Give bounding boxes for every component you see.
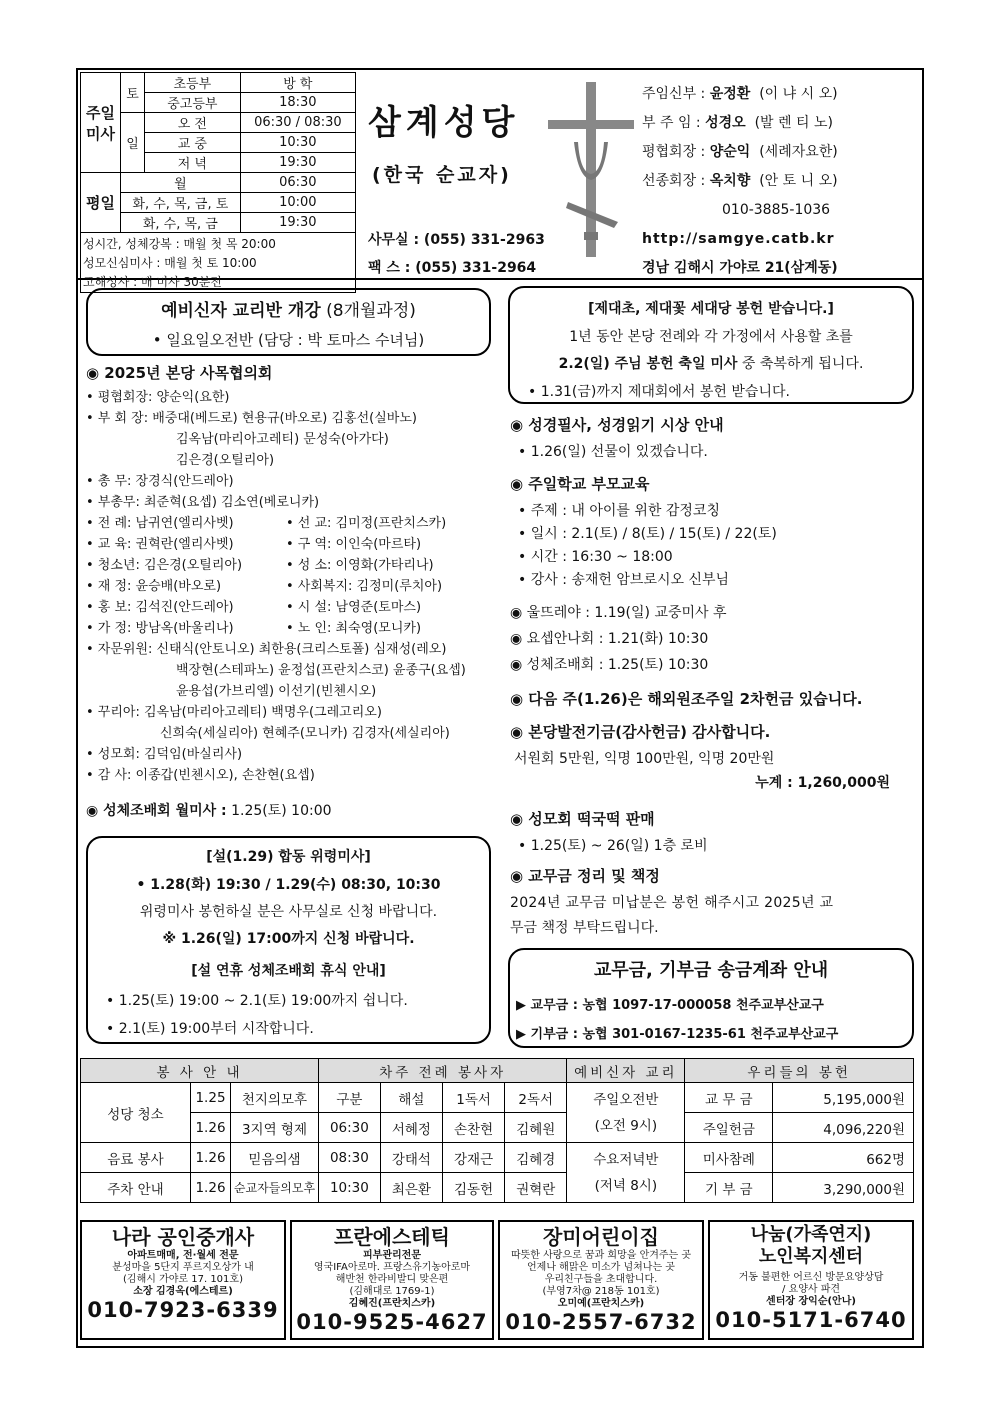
- ad-daycare: 장미어린이집 따뜻한 사랑으로 꿈과 희망을 안겨주는 곳 언제나 해맑은 미소가 넘쳐나는 곳 우리친구들을 초대합니다. (부영7차@ 218동 101호) 오미예(프란치스카) 010-2557-6732: [498, 1220, 704, 1340]
- collection-notice: ◉ 다음 주(1.26)은 해외원조주일 2차헌금 있습니다.: [510, 690, 863, 708]
- website-link[interactable]: http://samgye.catb.kr: [642, 231, 835, 247]
- catechumen-line: • 일요일오전반 (담당 : 박 토마스 수녀님): [152, 331, 425, 349]
- council-pair: • 홍 보: 김석진(안드레아) • 시 설: 남영준(토마스): [86, 600, 422, 615]
- td: 믿음의샘: [231, 1143, 319, 1173]
- cross-icon: [548, 82, 638, 262]
- edu-line: • 주제 : 내 아이를 위한 감정코칭: [518, 503, 720, 519]
- council-line: 김옥남(마리아고레티) 문성숙(아가다): [176, 432, 389, 447]
- candles-box: [508, 286, 914, 404]
- eucharist-mass: ◉ 성체조배회 월미사 : 1.25(토) 10:00: [86, 803, 332, 819]
- candles-line: • 1.31(금)까지 제대회에서 봉헌 받습니다.: [528, 384, 790, 400]
- td: 662명: [773, 1143, 914, 1173]
- fund-title: ◉ 본당발전기금(감사헌금) 감사합니다.: [510, 723, 771, 741]
- address: 경남 김해시 가야로 21(삼계동): [642, 260, 838, 276]
- notice: ◉ 울뜨레야 : 1.19(일) 교중미사 후: [510, 605, 727, 621]
- cell: 18:30: [240, 93, 355, 113]
- th: 봉 사 안 내: [81, 1059, 319, 1083]
- office-phone: 사무실 : (055) 331-2963: [368, 232, 545, 248]
- candles-title: [제대초, 제대꽃 세대당 봉헌 받습니다.]: [588, 301, 834, 317]
- td: 08:30: [319, 1143, 381, 1173]
- td: 권혁란: [505, 1173, 567, 1203]
- td: 3,290,000원: [773, 1173, 914, 1203]
- td: 음료 봉사: [81, 1143, 191, 1173]
- sat-label: 토: [121, 73, 145, 113]
- cell: 화, 수, 목, 금: [121, 213, 241, 233]
- bible-line: • 1.26(일) 선물이 있겠습니다.: [518, 444, 708, 460]
- td: 기 부 금: [685, 1173, 773, 1203]
- council-pair: • 전 례: 남귀연(엘리사벳) • 선 교: 김미정(프란치스카): [86, 516, 447, 531]
- fax-phone: 팩 스 : (055) 331-2964: [368, 260, 537, 276]
- phone: 010-3885-1036: [722, 202, 831, 218]
- staff-row: 부 주 임 : 성경오 (발 렌 티 노): [642, 115, 833, 131]
- staff-row: 평협회장 : 양순익 (세례자요한): [642, 144, 838, 160]
- td: 1.26: [191, 1113, 231, 1143]
- td: 강재근: [443, 1143, 505, 1173]
- cell: 교 중: [145, 133, 241, 153]
- cell: 06:30: [240, 173, 355, 193]
- cell: 19:30: [240, 213, 355, 233]
- td: 강태석: [380, 1143, 442, 1173]
- council-line: • 성모회: 김덕임(바실리사): [86, 747, 243, 762]
- candles-line: 1년 동안 본당 전례와 각 가정에서 사용할 초를: [569, 329, 853, 345]
- td: 해설: [380, 1083, 442, 1113]
- account-title: 교무금, 기부금 송금계좌 안내: [593, 960, 829, 981]
- note: 성모신심미사 : 매월 첫 토 10:00: [83, 256, 257, 270]
- td: 손찬현: [443, 1113, 505, 1143]
- mass-notes: [81, 233, 356, 293]
- ad-aesthetic: 프란에스테틱 피부관리전문 영국IFA아로마. 프랑스유기농아로마 해반천 한라비발디 맞은편 (김해대로 1769-1) 김혜진(프란치스카) 010-9525-4627: [290, 1220, 494, 1340]
- td: 수요저녁반 (저녁 8시): [567, 1143, 685, 1203]
- sunday-mass-label: 주일 미사: [81, 73, 121, 173]
- council-line: • 총 무: 장경식(안드레아): [86, 474, 234, 489]
- td: 구분: [319, 1083, 381, 1113]
- notice: ◉ 성체조배회 : 1.25(토) 10:30: [510, 657, 709, 673]
- memorial-line: • 1.28(화) 19:30 / 1.29(수) 08:30, 10:30: [136, 877, 441, 893]
- dues-title: ◉ 교무금 정리 및 책정: [510, 867, 660, 885]
- edu-line: • 일시 : 2.1(토) / 8(토) / 15(토) / 22(토): [518, 526, 777, 542]
- catechumen-title: 예비신자 교리반 개강 (8개월과정): [161, 301, 416, 321]
- weekday-label: 평일: [81, 173, 121, 233]
- td: 김혜경: [505, 1143, 567, 1173]
- cell: 저 녁: [145, 153, 241, 173]
- td: 06:30: [319, 1113, 381, 1143]
- td: 서혜정: [380, 1113, 442, 1143]
- memorial-line: ※ 1.26(일) 17:00까지 신청 바랍니다.: [162, 931, 415, 947]
- td: 김혜원: [505, 1113, 567, 1143]
- ad-realty: 나라 공인중개사 아파트매매, 전·월세 전문 분성마을 5단지 푸르지오상가 내 (김해시 가야로 17. 101호) 소장 김경옥(에스테르) 010-7923-6339: [80, 1220, 286, 1340]
- council-section: [86, 362, 496, 786]
- memorial-box: [86, 836, 491, 1044]
- edu-line: • 시간 : 16:30 ~ 18:00: [518, 549, 673, 565]
- council-line: • 꾸리아: 김옥남(마리아고레티) 백명우(그레고리오): [86, 705, 382, 720]
- staff-list: [642, 80, 838, 283]
- cell: 10:00: [240, 193, 355, 213]
- th: 예비신자 교리: [567, 1059, 685, 1083]
- edu-line: • 강사 : 송재헌 암브로시오 신부님: [518, 572, 730, 588]
- council-pair: • 가 정: 방남옥(바울리나) • 노 인: 최숙영(모니카): [86, 621, 422, 636]
- council-line: 김은경(오틸리아): [176, 453, 275, 468]
- staff-row: 주임신부 : 윤정환 (이 냐 시 오): [642, 86, 838, 102]
- dues-line: 2024년 교무금 미납분은 봉헌 해주시고 2025년 교: [510, 895, 834, 911]
- td: 교 무 금: [685, 1083, 773, 1113]
- td: 김동헌: [443, 1173, 505, 1203]
- council-pair: • 재 정: 윤승배(바오로) • 사회복지: 김정미(루치아): [86, 579, 443, 594]
- council-line: • 자문위원: 신태식(안토니오) 최한용(크리스토폴) 심재성(레오): [86, 642, 447, 657]
- th: 차주 전례 봉사자: [319, 1059, 567, 1083]
- td: 성당 청소: [81, 1083, 191, 1143]
- td: 1.26: [191, 1143, 231, 1173]
- cell: 10:30: [240, 133, 355, 153]
- service-table: [80, 1058, 914, 1203]
- fund-total: 누계 : 1,260,000원: [755, 775, 890, 791]
- td: 1.25: [191, 1083, 231, 1113]
- memorial-title: [설(1.29) 합동 위령미사]: [206, 849, 371, 865]
- cell: 방 학: [240, 73, 355, 93]
- rest-line: • 1.25(토) 19:00 ~ 2.1(토) 19:00까지 쉽니다.: [106, 993, 408, 1009]
- ricecake-title: ◉ 성모회 떡국떡 판매: [510, 810, 655, 828]
- cell: 06:30 / 08:30: [240, 113, 355, 133]
- rest-line: • 2.1(토) 19:00부터 시작합니다.: [106, 1021, 314, 1037]
- council-line: • 감 사: 이종갑(빈첸시오), 손찬현(요셉): [86, 768, 315, 783]
- cell: 중고등부: [145, 93, 241, 113]
- fund-line: 서원회 5만원, 익명 100만원, 익명 20만원: [514, 751, 775, 767]
- td: 1.26: [191, 1173, 231, 1203]
- td: 순교자들의모후: [231, 1173, 319, 1203]
- account-line: ▶ 기부금 : 농협 301-0167-1235-61 천주교부산교구: [516, 1027, 839, 1042]
- note: 성시간, 성체강복 : 매월 첫 목 20:00: [83, 237, 276, 251]
- rest-title: [설 연휴 성체조배회 휴식 안내]: [191, 963, 386, 979]
- cell: 월: [121, 173, 241, 193]
- td: 주차 안내: [81, 1173, 191, 1203]
- td: 천지의모후: [231, 1083, 319, 1113]
- staff-row: 선종회장 : 옥치향 (안 토 니 오): [642, 173, 838, 189]
- memorial-line: 위령미사 봉헌하실 분은 사무실로 신청 바랍니다.: [139, 904, 438, 920]
- parent-edu-title: ◉ 주일학교 부모교육: [510, 475, 650, 493]
- council-line: 윤용섭(가브리엘) 이선기(빈첸시오): [176, 684, 377, 699]
- cell: 초등부: [145, 73, 241, 93]
- td: 1독서: [443, 1083, 505, 1113]
- td: 주일오전반 (오전 9시): [567, 1083, 685, 1143]
- council-line: 백장현(스테파노) 윤정섭(프란치스코) 윤종구(요셉): [176, 663, 466, 678]
- council-pair: • 교 육: 권혁란(엘리사벳) • 구 역: 이인숙(마르타): [86, 537, 422, 552]
- council-pair: • 청소년: 김은경(오틸리아) • 성 소: 이영화(가타리나): [86, 558, 434, 573]
- td: 2독서: [505, 1083, 567, 1113]
- td: 최은환: [380, 1173, 442, 1203]
- church-name: 삼계성당: [368, 103, 520, 143]
- small-notices: [510, 600, 914, 678]
- ricecake-line: • 1.25(토) ~ 26(일) 1층 로비: [518, 838, 708, 854]
- sun-label: 일: [121, 113, 145, 173]
- td: 미사참례: [685, 1143, 773, 1173]
- td: 3지역 형제: [231, 1113, 319, 1143]
- td: 10:30: [319, 1173, 381, 1203]
- td: 주일헌금: [685, 1113, 773, 1143]
- notice: ◉ 요셉안나회 : 1.21(화) 10:30: [510, 631, 709, 647]
- note: 고해성사 : 매 미사 30분전: [83, 275, 222, 289]
- ad-welfare: 나눔(가족연지) 노인복지센터 거동 불편한 어르신 방문요양상담 / 요양사 파견 센터장 장익순(안나) 010-5171-6740: [708, 1220, 914, 1340]
- council-line: • 부 회 장: 배중대(베드로) 현용규(바오로) 김홍선(실바노): [86, 411, 417, 426]
- td: 5,195,000원: [773, 1083, 914, 1113]
- dues-line: 무금 책정 부탁드립니다.: [510, 920, 659, 936]
- cell: 화, 수, 목, 금, 토: [121, 193, 241, 213]
- council-line: • 평협회장: 양순익(요한): [86, 390, 230, 405]
- council-line: • 부총무: 최준혁(요셉) 김소연(베로니카): [86, 495, 320, 510]
- council-line: 신희숙(세실리아) 현혜주(모니카) 김경자(세실리아): [160, 726, 450, 741]
- cell: 오 전: [145, 113, 241, 133]
- td: 4,096,220원: [773, 1113, 914, 1143]
- th: 우리들의 봉헌: [685, 1059, 914, 1083]
- account-box: [508, 948, 914, 1048]
- account-line: ▶ 교무금 : 농협 1097-17-000058 천주교부산교구: [516, 998, 824, 1013]
- mass-schedule: [80, 72, 356, 293]
- catechumen-box: [86, 288, 491, 356]
- candles-line: 2.2(일) 주님 봉헌 축일 미사 중 축복하게 됩니다.: [558, 356, 864, 372]
- cell: 19:30: [240, 153, 355, 173]
- parent-edu-lines: [518, 500, 914, 592]
- church-patron: (한국 순교자): [372, 164, 512, 186]
- right-column: [510, 414, 914, 937]
- bible-title: ◉ 성경필사, 성경읽기 시상 안내: [510, 416, 724, 434]
- office-contacts: [368, 226, 545, 282]
- council-title: ◉ 2025년 본당 사목협의회: [86, 364, 273, 382]
